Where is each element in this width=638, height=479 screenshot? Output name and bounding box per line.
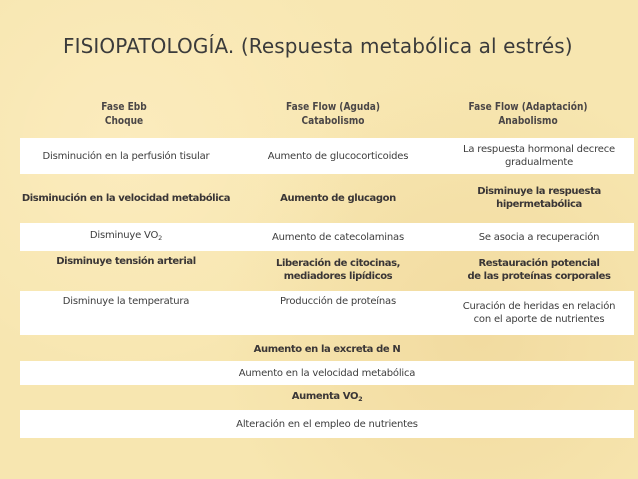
row2-flow-adaptacion-line2: hipermetabólica: [496, 199, 582, 210]
shared-row-aumenta-vo2-text: Aumenta VO: [291, 391, 359, 402]
table-row: [20, 138, 634, 174]
table-row: [20, 338, 634, 360]
row5-fase-ebb-cell: Disminuye la temperatura: [62, 296, 190, 307]
row5-flow-adaptacion-line2: con el aporte de nutrientes: [473, 314, 605, 325]
row4-flow-aguda-line2: mediadores lipídicos: [283, 271, 393, 282]
shared-row-empleo-nutrientes: Alteración en el empleo de nutrientes: [236, 418, 418, 430]
slide-title: FISIOPATOLOGÍA. (Respuesta metabólica al estrés): [63, 34, 573, 58]
row3-fase-ebb-subscript: 2: [158, 234, 163, 242]
row2-flow-adaptacion-cell: [444, 178, 634, 218]
row4-flow-adaptacion-cell: [444, 252, 634, 288]
header-fase-flow-aguda: [247, 100, 419, 128]
table-row: [20, 178, 634, 218]
header-fase-flow-adaptacion: [442, 100, 614, 128]
row4-flow-aguda-cell: [232, 252, 444, 288]
table-row: [20, 387, 634, 409]
header-fase-flow-adaptacion-line2: Anabolismo: [498, 115, 558, 127]
row2-flow-adaptacion-line1: Disminuye la respuesta: [477, 186, 601, 197]
table-row: [20, 410, 634, 438]
row3-fase-ebb-text: Disminuye VO: [89, 230, 159, 241]
header-fase-flow-adaptacion-line1: Fase Flow (Adaptación): [468, 101, 588, 113]
shared-row-aumenta-vo2-subscript: 2: [358, 395, 363, 403]
row4-flow-adaptacion-line2: de las proteínas corporales: [467, 271, 611, 282]
row3-flow-adaptacion-cell: Se asocia a recuperación: [478, 231, 600, 243]
table-row: [20, 223, 634, 251]
shared-row-aumenta-vo2: [20, 387, 634, 409]
header-fase-ebb-line2: Choque: [104, 115, 144, 127]
row1-fase-ebb-cell: Disminución en la perfusión tisular: [42, 150, 210, 162]
row1-flow-adaptacion-cell: [444, 138, 634, 174]
row1-flow-adaptacion-line2: gradualmente: [504, 157, 574, 168]
row3-flow-aguda-cell: Aumento de catecolaminas: [272, 231, 404, 243]
row5-flow-adaptacion-cell: [444, 291, 634, 335]
shared-row-velocidad-metabolica: Aumento en la velocidad metabólica: [238, 367, 416, 379]
row1-flow-aguda-cell: Aumento de glucocorticoides: [267, 150, 409, 162]
header-fase-ebb: [38, 100, 210, 128]
header-fase-flow-aguda-line2: Catabolismo: [301, 115, 365, 127]
shared-row-excreta-n: Aumento en la excreta de N: [253, 343, 401, 355]
table-row: [20, 361, 634, 385]
header-fase-ebb-line1: Fase Ebb: [101, 101, 147, 113]
row4-flow-adaptacion-line1: Restauración potencial: [478, 258, 600, 269]
row4-fase-ebb-cell: Disminuye tensión arterial: [56, 256, 196, 267]
row3-fase-ebb-cell: [20, 223, 232, 251]
header-fase-flow-aguda-line1: Fase Flow (Aguda): [285, 101, 381, 113]
row2-fase-ebb-cell: Disminución en la velocidad metabólica: [21, 192, 231, 204]
table-row: [20, 291, 634, 335]
row5-flow-aguda-cell: Producción de proteínas: [280, 296, 396, 307]
row1-flow-adaptacion-line1: La respuesta hormonal decrece: [463, 144, 615, 155]
row2-flow-aguda-cell: Aumento de glucagon: [280, 192, 396, 204]
row5-flow-adaptacion-line1: Curación de heridas en relación: [462, 301, 616, 312]
row4-flow-aguda-line1: Liberación de citocinas,: [275, 258, 401, 269]
table-row: [20, 252, 634, 288]
